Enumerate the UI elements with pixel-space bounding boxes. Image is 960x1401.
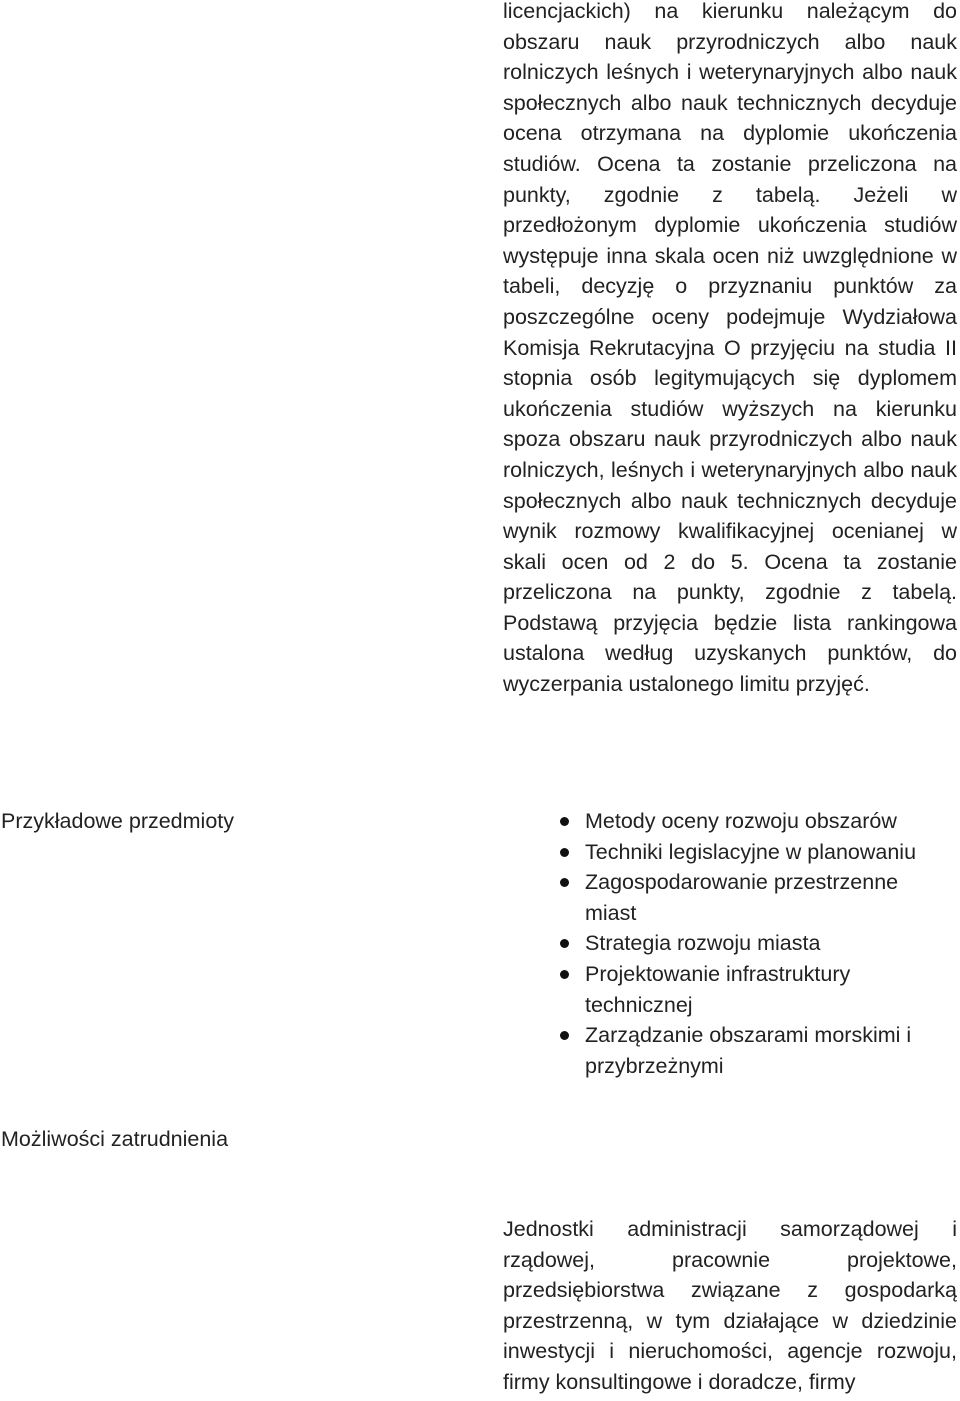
list-item bbox=[560, 959, 960, 1020]
subject-label: Projektowanie infrastruktury technicznej bbox=[585, 961, 851, 1017]
employment-opportunities-paragraph: Jednostki administracji samorządowej i rządowej, pracownie projektowe, przedsiębiorstwa związane z gospodarką przestrzenną, w tym działające w dziedzinie inwestycji i nieruchomości, agencje rozwoju, firmy konsultingowe i doradcze, firmy bbox=[503, 1217, 957, 1394]
sample-subjects-list bbox=[560, 806, 960, 1081]
bullet-icon bbox=[560, 878, 569, 887]
bullet-icon bbox=[560, 817, 569, 826]
subject-label: Techniki legislacyjne w planowaniu bbox=[585, 839, 917, 864]
subject-label: Strategia rozwoju miasta bbox=[585, 931, 821, 956]
list-item bbox=[560, 1020, 960, 1081]
admission-criteria-paragraph: licencjackich) na kierunku należącym do obszaru nauk przyrodniczych albo nauk rolniczych leśnych i weterynaryjnych albo nauk społecznych albo nauk technicznych decyduje ocena otrzymana na dyplomie ukończenia studiów. Ocena ta zostanie przeliczona na punkty, zgodnie z tabelą. Jeżeli w przedłożonym dyplomie ukończenia studiów występuje inna skala ocen niż uwzględnione w tabeli, decyzję o przyznaniu punktów za poszczególne oceny podejmuje Wydziałowa Komisja Rekrutacyjna O przyjęciu na studia II stopnia osób legitymujących się dyplomem ukończenia studiów wyższych na kierunku spoza obszaru nauk przyrodniczych albo nauk rolniczych, leśnych i weterynaryjnych albo nauk społecznych albo nauk technicznych decyduje wynik rozmowy kwalifikacyjnej ocenianej w skali ocen od 2 do 5. Ocena ta zostanie przeliczona na punkty, zgodnie z tabelą. Podstawą przyjęcia będzie lista rankingowa ustalona według uzyskanych punktów, do wyczerpania ustalonego limitu przyjęć. bbox=[503, 0, 957, 697]
bullet-icon bbox=[560, 939, 569, 948]
subject-label: Metody oceny rozwoju obszarów bbox=[585, 809, 897, 833]
list-item bbox=[560, 867, 960, 928]
bullet-icon bbox=[560, 970, 569, 979]
bullet-icon bbox=[560, 1031, 569, 1040]
list-item bbox=[560, 837, 960, 868]
subject-label: Zarządzanie obszarami morskimi i przybrzeżnymi bbox=[585, 1023, 912, 1078]
bullet-icon bbox=[560, 848, 569, 857]
subject-label: Zagospodarowanie przestrzenne miast bbox=[585, 870, 899, 925]
list-item bbox=[560, 928, 960, 959]
sample-subjects-label: Przykładowe przedmioty bbox=[1, 809, 235, 833]
list-item bbox=[560, 806, 960, 837]
employment-opportunities-label: Możliwości zatrudnienia bbox=[1, 1127, 229, 1151]
